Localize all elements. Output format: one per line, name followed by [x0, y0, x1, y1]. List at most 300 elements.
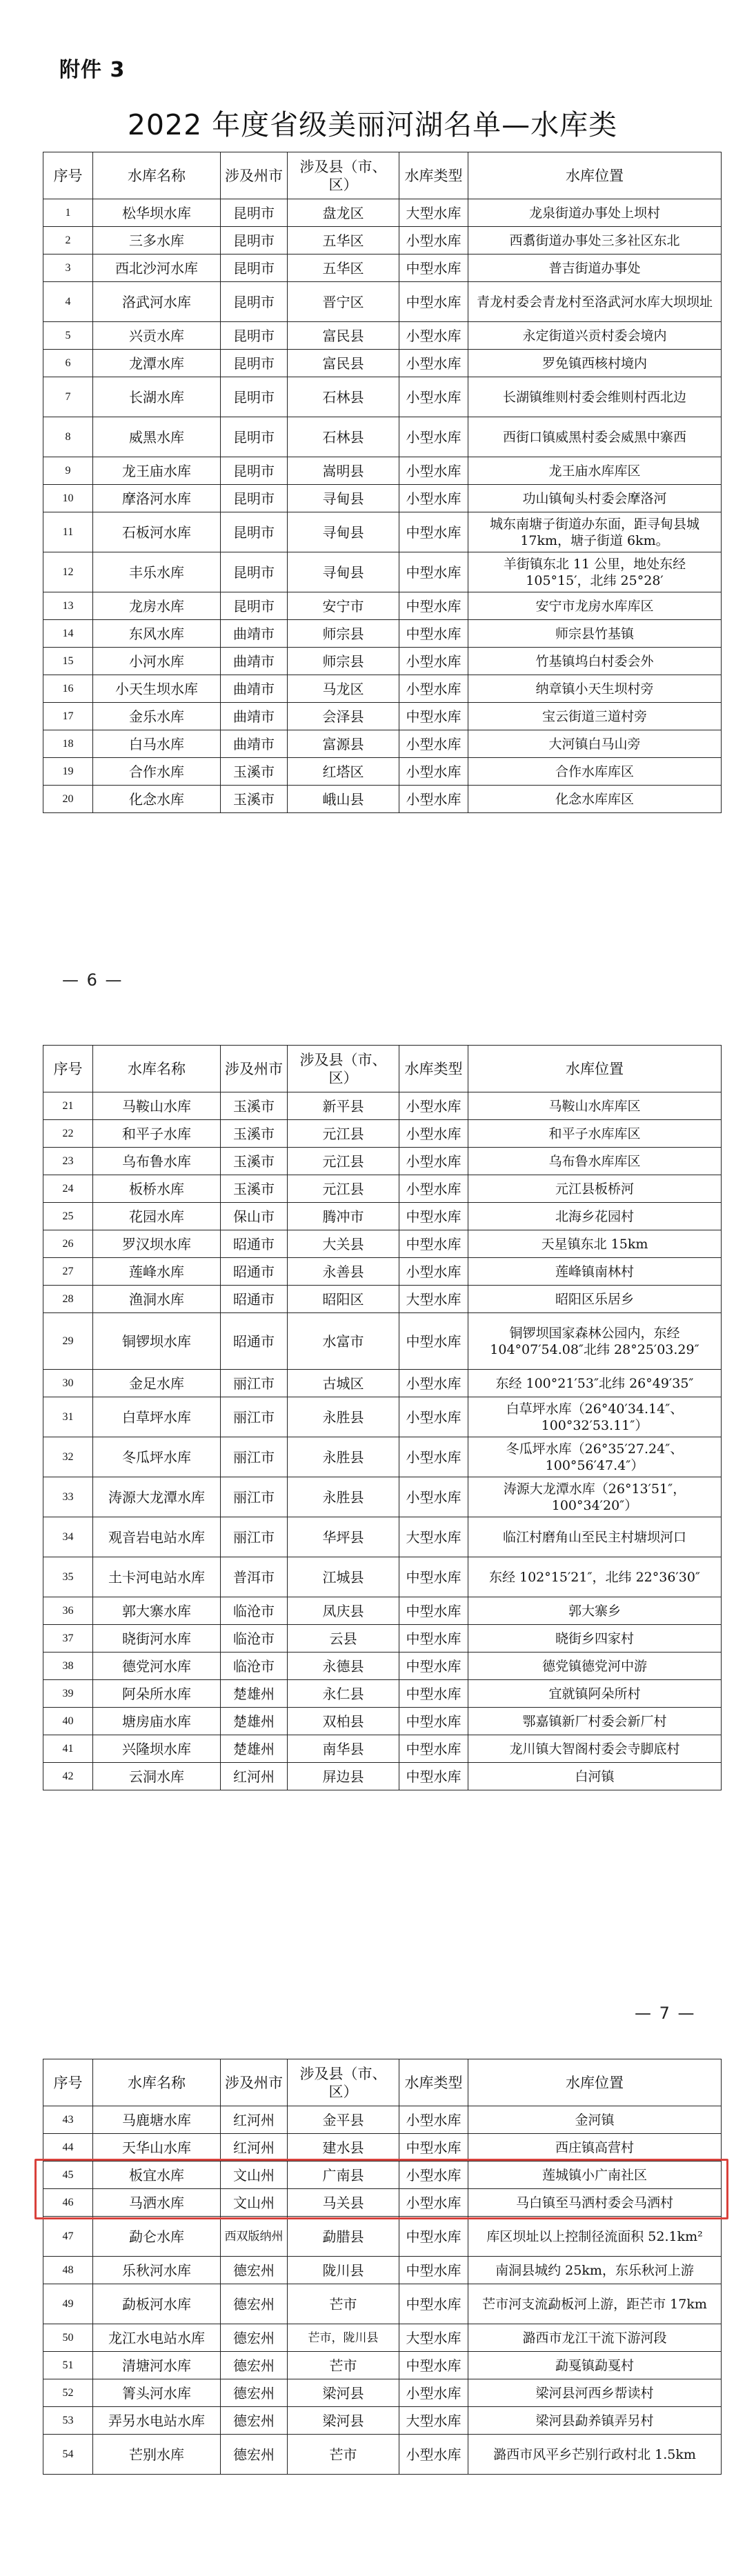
reservoir-table-page-6 [43, 152, 722, 813]
table-row [43, 322, 722, 350]
cell-location: 功山镇甸头村委会摩洛河 [468, 485, 722, 512]
cell-county: 红塔区 [288, 758, 399, 786]
cell-no: 7 [43, 377, 93, 417]
cell-location: 长湖镇维则村委会维则村西北边 [468, 377, 722, 417]
cell-city: 德宏州 [221, 2379, 288, 2407]
table-row [43, 1397, 722, 1437]
header-county: 涉及县（市、区） [288, 2059, 399, 2106]
cell-location: 化念水库库区 [468, 786, 722, 813]
cell-location: 潞西市风平乡芒别行政村北 1.5km [468, 2435, 722, 2475]
cell-location: 德党镇德党河中游 [468, 1653, 722, 1680]
cell-type: 小型水库 [399, 2379, 468, 2407]
cell-city: 楚雄州 [221, 1735, 288, 1763]
cell-city: 昆明市 [221, 322, 288, 350]
cell-type: 中型水库 [399, 1625, 468, 1653]
cell-type: 小型水库 [399, 1092, 468, 1120]
cell-location: 涛源大龙潭水库（26°13′51″，100°34′20″） [468, 1477, 722, 1517]
cell-no: 31 [43, 1397, 93, 1437]
table-row [43, 592, 722, 620]
cell-no: 25 [43, 1203, 93, 1230]
cell-no: 14 [43, 620, 93, 648]
cell-type: 小型水库 [399, 377, 468, 417]
cell-type: 小型水库 [399, 730, 468, 758]
cell-no: 37 [43, 1625, 93, 1653]
cell-county: 陇川县 [288, 2257, 399, 2284]
cell-county: 师宗县 [288, 648, 399, 675]
cell-location: 羊街镇东北 11 公里，地处东经 105°15′，北纬 25°28′ [468, 552, 722, 592]
cell-name: 长湖水库 [93, 377, 221, 417]
cell-location: 西翥街道办事处三多社区东北 [468, 227, 722, 254]
cell-county: 元江县 [288, 1175, 399, 1203]
cell-no: 40 [43, 1708, 93, 1735]
cell-county: 昭阳区 [288, 1286, 399, 1313]
cell-location: 梁河县勐养镇弄另村 [468, 2407, 722, 2435]
cell-type: 中型水库 [399, 254, 468, 282]
cell-name: 天华山水库 [93, 2134, 221, 2161]
cell-county: 安宁市 [288, 592, 399, 620]
cell-type: 小型水库 [399, 1397, 468, 1437]
cell-city: 曲靖市 [221, 703, 288, 730]
cell-location: 安宁市龙房水库库区 [468, 592, 722, 620]
cell-city: 普洱市 [221, 1557, 288, 1597]
cell-name: 渔洞水库 [93, 1286, 221, 1313]
cell-location: 西庄镇高营村 [468, 2134, 722, 2161]
cell-name: 洛武河水库 [93, 282, 221, 322]
cell-city: 曲靖市 [221, 730, 288, 758]
cell-county: 大关县 [288, 1230, 399, 1258]
cell-name: 土卡河电站水库 [93, 1557, 221, 1597]
cell-name: 小天生坝水库 [93, 675, 221, 703]
cell-city: 德宏州 [221, 2407, 288, 2435]
cell-county: 芒市 [288, 2435, 399, 2475]
cell-county: 凤庆县 [288, 1597, 399, 1625]
cell-name: 马洒水库 [93, 2189, 221, 2217]
cell-county: 师宗县 [288, 620, 399, 648]
cell-location: 青龙村委会青龙村至洛武河水库大坝坝址 [468, 282, 722, 322]
cell-county: 富民县 [288, 322, 399, 350]
cell-name: 德党河水库 [93, 1653, 221, 1680]
cell-type: 小型水库 [399, 1120, 468, 1148]
table-row [43, 1625, 722, 1653]
cell-city: 昭通市 [221, 1230, 288, 1258]
cell-county: 芒市 [288, 2284, 399, 2324]
cell-type: 中型水库 [399, 592, 468, 620]
cell-city: 昆明市 [221, 485, 288, 512]
cell-no: 53 [43, 2407, 93, 2435]
cell-county: 芒市，陇川县 [288, 2324, 399, 2352]
header-location: 水库位置 [468, 1046, 722, 1092]
cell-name: 乌布鲁水库 [93, 1148, 221, 1175]
cell-name: 兴贡水库 [93, 322, 221, 350]
table-row [43, 1517, 722, 1557]
cell-no: 5 [43, 322, 93, 350]
cell-county: 勐腊县 [288, 2217, 399, 2257]
cell-county: 永胜县 [288, 1477, 399, 1517]
cell-city: 丽江市 [221, 1437, 288, 1477]
cell-no: 51 [43, 2352, 93, 2379]
cell-type: 中型水库 [399, 1653, 468, 1680]
cell-type: 大型水库 [399, 2407, 468, 2435]
cell-name: 莲峰水库 [93, 1258, 221, 1286]
cell-no: 10 [43, 485, 93, 512]
cell-location: 合作水库库区 [468, 758, 722, 786]
cell-name: 龙王庙水库 [93, 457, 221, 485]
cell-no: 19 [43, 758, 93, 786]
table-row [43, 1477, 722, 1517]
table-row [43, 2257, 722, 2284]
table-row [43, 2106, 722, 2134]
cell-type: 大型水库 [399, 1517, 468, 1557]
cell-name: 云洞水库 [93, 1763, 221, 1790]
cell-county: 古城区 [288, 1370, 399, 1397]
cell-no: 18 [43, 730, 93, 758]
cell-type: 大型水库 [399, 1286, 468, 1313]
cell-name: 西北沙河水库 [93, 254, 221, 282]
cell-no: 42 [43, 1763, 93, 1790]
cell-name: 马鞍山水库 [93, 1092, 221, 1120]
cell-type: 小型水库 [399, 1477, 468, 1517]
cell-no: 15 [43, 648, 93, 675]
table-row [43, 758, 722, 786]
cell-county: 石林县 [288, 377, 399, 417]
cell-city: 玉溪市 [221, 1092, 288, 1120]
cell-no: 23 [43, 1148, 93, 1175]
cell-county: 嵩明县 [288, 457, 399, 485]
cell-name: 罗汉坝水库 [93, 1230, 221, 1258]
cell-county: 永仁县 [288, 1680, 399, 1708]
cell-type: 小型水库 [399, 675, 468, 703]
cell-name: 石板河水库 [93, 512, 221, 552]
table-row [43, 703, 722, 730]
cell-city: 丽江市 [221, 1477, 288, 1517]
cell-name: 观音岩电站水库 [93, 1517, 221, 1557]
header-county: 涉及县（市、区） [288, 1046, 399, 1092]
cell-no: 9 [43, 457, 93, 485]
cell-type: 小型水库 [399, 786, 468, 813]
cell-name: 花园水库 [93, 1203, 221, 1230]
cell-county: 梁河县 [288, 2407, 399, 2435]
cell-no: 29 [43, 1313, 93, 1370]
cell-type: 中型水库 [399, 1735, 468, 1763]
cell-city: 昆明市 [221, 350, 288, 377]
cell-location: 西街口镇威黑村委会威黑中寨西 [468, 417, 722, 457]
cell-no: 24 [43, 1175, 93, 1203]
cell-name: 阿朵所水库 [93, 1680, 221, 1708]
header-type: 水库类型 [399, 2059, 468, 2106]
cell-city: 玉溪市 [221, 1120, 288, 1148]
cell-county: 五华区 [288, 254, 399, 282]
cell-city: 德宏州 [221, 2257, 288, 2284]
cell-name: 龙江水电站水库 [93, 2324, 221, 2352]
cell-county: 马关县 [288, 2189, 399, 2217]
cell-no: 27 [43, 1258, 93, 1286]
table-row [43, 1175, 722, 1203]
cell-county: 富源县 [288, 730, 399, 758]
cell-type: 小型水库 [399, 648, 468, 675]
cell-location: 南洞县城约 25km，东乐秋河上游 [468, 2257, 722, 2284]
cell-county: 芒市 [288, 2352, 399, 2379]
cell-city: 临沧市 [221, 1597, 288, 1625]
table-row [43, 2324, 722, 2352]
cell-city: 德宏州 [221, 2435, 288, 2475]
cell-location: 竹基镇坞白村委会外 [468, 648, 722, 675]
table-row [43, 1286, 722, 1313]
cell-name: 丰乐水库 [93, 552, 221, 592]
cell-city: 保山市 [221, 1203, 288, 1230]
cell-no: 49 [43, 2284, 93, 2324]
cell-county: 金平县 [288, 2106, 399, 2134]
cell-type: 中型水库 [399, 2352, 468, 2379]
table-row [43, 2284, 722, 2324]
cell-no: 38 [43, 1653, 93, 1680]
cell-location: 大河镇白马山旁 [468, 730, 722, 758]
cell-no: 45 [43, 2161, 93, 2189]
cell-name: 塘房庙水库 [93, 1708, 221, 1735]
cell-city: 曲靖市 [221, 675, 288, 703]
table-row [43, 377, 722, 417]
table-row [43, 1735, 722, 1763]
cell-type: 中型水库 [399, 1597, 468, 1625]
cell-location: 金河镇 [468, 2106, 722, 2134]
cell-location: 白河镇 [468, 1763, 722, 1790]
cell-type: 中型水库 [399, 1203, 468, 1230]
cell-type: 小型水库 [399, 1437, 468, 1477]
header-county: 涉及县（市、区） [288, 152, 399, 199]
cell-location: 和平子水库库区 [468, 1120, 722, 1148]
cell-type: 小型水库 [399, 1370, 468, 1397]
cell-no: 44 [43, 2134, 93, 2161]
table-row [43, 2352, 722, 2379]
cell-type: 小型水库 [399, 1175, 468, 1203]
table-row [43, 1230, 722, 1258]
cell-city: 玉溪市 [221, 786, 288, 813]
table-row [43, 1203, 722, 1230]
cell-no: 50 [43, 2324, 93, 2352]
cell-no: 39 [43, 1680, 93, 1708]
cell-name: 化念水库 [93, 786, 221, 813]
cell-city: 丽江市 [221, 1370, 288, 1397]
cell-county: 华坪县 [288, 1517, 399, 1557]
cell-type: 中型水库 [399, 282, 468, 322]
cell-no: 30 [43, 1370, 93, 1397]
cell-name: 白草坪水库 [93, 1397, 221, 1437]
cell-no: 26 [43, 1230, 93, 1258]
cell-city: 昆明市 [221, 282, 288, 322]
cell-county: 元江县 [288, 1120, 399, 1148]
cell-location: 晓街乡四家村 [468, 1625, 722, 1653]
cell-no: 11 [43, 512, 93, 552]
table-row [43, 1092, 722, 1120]
cell-type: 中型水库 [399, 552, 468, 592]
cell-location: 冬瓜坪水库（26°35′27.24″、100°56′47.4″） [468, 1437, 722, 1477]
cell-city: 德宏州 [221, 2284, 288, 2324]
cell-city: 昆明市 [221, 254, 288, 282]
cell-name: 铜锣坝水库 [93, 1313, 221, 1370]
page-title: 2022 年度省级美丽河湖名单—水库类 [127, 108, 618, 141]
cell-county: 广南县 [288, 2161, 399, 2189]
cell-location: 宜就镇阿朵所村 [468, 1680, 722, 1708]
cell-name: 冬瓜坪水库 [93, 1437, 221, 1477]
cell-city: 文山州 [221, 2189, 288, 2217]
table-row [43, 1653, 722, 1680]
table-row [43, 1597, 722, 1625]
cell-no: 6 [43, 350, 93, 377]
cell-no: 43 [43, 2106, 93, 2134]
cell-name: 箐头河水库 [93, 2379, 221, 2407]
cell-county: 寻甸县 [288, 512, 399, 552]
cell-type: 大型水库 [399, 199, 468, 227]
table-row [43, 2217, 722, 2257]
cell-no: 17 [43, 703, 93, 730]
table-row [43, 512, 722, 552]
cell-type: 中型水库 [399, 2257, 468, 2284]
cell-name: 晓街河水库 [93, 1625, 221, 1653]
cell-type: 中型水库 [399, 2217, 468, 2257]
table-row [43, 786, 722, 813]
cell-county: 永德县 [288, 1653, 399, 1680]
cell-city: 文山州 [221, 2161, 288, 2189]
cell-no: 4 [43, 282, 93, 322]
cell-county: 会泽县 [288, 703, 399, 730]
header-city: 涉及州市 [221, 152, 288, 199]
cell-location: 白草坪水库（26°40′34.14″、100°32′53.11″） [468, 1397, 722, 1437]
cell-location: 马鞍山水库库区 [468, 1092, 722, 1120]
table-row [43, 730, 722, 758]
cell-county: 元江县 [288, 1148, 399, 1175]
cell-county: 双柏县 [288, 1708, 399, 1735]
header-city: 涉及州市 [221, 2059, 288, 2106]
cell-city: 楚雄州 [221, 1708, 288, 1735]
cell-county: 云县 [288, 1625, 399, 1653]
cell-name: 兴隆坝水库 [93, 1735, 221, 1763]
cell-location: 莲峰镇南林村 [468, 1258, 722, 1286]
cell-location: 宝云街道三道村旁 [468, 703, 722, 730]
cell-name: 龙房水库 [93, 592, 221, 620]
cell-type: 中型水库 [399, 1230, 468, 1258]
cell-name: 摩洛河水库 [93, 485, 221, 512]
table-row [43, 552, 722, 592]
header-no: 序号 [43, 152, 93, 199]
cell-city: 楚雄州 [221, 1680, 288, 1708]
cell-county: 永善县 [288, 1258, 399, 1286]
cell-name: 白马水库 [93, 730, 221, 758]
cell-county: 新平县 [288, 1092, 399, 1120]
page-number: — 6 — [62, 970, 123, 990]
table-row [43, 417, 722, 457]
cell-location: 勐戛镇勐戛村 [468, 2352, 722, 2379]
header-type: 水库类型 [399, 152, 468, 199]
cell-no: 12 [43, 552, 93, 592]
cell-location: 昭阳区乐居乡 [468, 1286, 722, 1313]
cell-county: 寻甸县 [288, 485, 399, 512]
table-row [43, 675, 722, 703]
cell-no: 48 [43, 2257, 93, 2284]
header-name: 水库名称 [93, 1046, 221, 1092]
cell-city: 玉溪市 [221, 1148, 288, 1175]
table-row [43, 2379, 722, 2407]
table-row [43, 1708, 722, 1735]
cell-city: 丽江市 [221, 1397, 288, 1437]
cell-no: 8 [43, 417, 93, 457]
cell-location: 临江村磨角山至民主村塘坝河口 [468, 1517, 722, 1557]
table-row [43, 620, 722, 648]
cell-no: 36 [43, 1597, 93, 1625]
cell-name: 小河水库 [93, 648, 221, 675]
table-row [43, 457, 722, 485]
cell-name: 勐板河水库 [93, 2284, 221, 2324]
cell-type: 中型水库 [399, 1680, 468, 1708]
cell-name: 乐秋河水库 [93, 2257, 221, 2284]
cell-type: 小型水库 [399, 2435, 468, 2475]
table-row [43, 199, 722, 227]
cell-city: 昭通市 [221, 1286, 288, 1313]
cell-name: 清塘河水库 [93, 2352, 221, 2379]
cell-no: 22 [43, 1120, 93, 1148]
cell-type: 中型水库 [399, 2134, 468, 2161]
cell-county: 梁河县 [288, 2379, 399, 2407]
cell-county: 寻甸县 [288, 552, 399, 592]
cell-no: 34 [43, 1517, 93, 1557]
cell-name: 金足水库 [93, 1370, 221, 1397]
cell-location: 东经 102°15′21″，北纬 22°36′30″ [468, 1557, 722, 1597]
cell-type: 小型水库 [399, 322, 468, 350]
cell-no: 33 [43, 1477, 93, 1517]
cell-type: 小型水库 [399, 2106, 468, 2134]
cell-city: 昆明市 [221, 457, 288, 485]
header-location: 水库位置 [468, 2059, 722, 2106]
cell-county: 屏边县 [288, 1763, 399, 1790]
cell-name: 威黑水库 [93, 417, 221, 457]
cell-name: 马鹿塘水库 [93, 2106, 221, 2134]
cell-city: 玉溪市 [221, 1175, 288, 1203]
cell-location: 潞西市龙江干流下游河段 [468, 2324, 722, 2352]
header-no: 序号 [43, 1046, 93, 1092]
table-row [43, 648, 722, 675]
cell-city: 昆明市 [221, 377, 288, 417]
cell-name: 芒别水库 [93, 2435, 221, 2475]
cell-city: 德宏州 [221, 2352, 288, 2379]
table-row [43, 350, 722, 377]
cell-city: 临沧市 [221, 1625, 288, 1653]
cell-county: 南华县 [288, 1735, 399, 1763]
cell-location: 普吉街道办事处 [468, 254, 722, 282]
attachment-label: 附件 3 [59, 58, 126, 82]
table-row [43, 1148, 722, 1175]
cell-type: 中型水库 [399, 1708, 468, 1735]
cell-type: 中型水库 [399, 512, 468, 552]
cell-no: 21 [43, 1092, 93, 1120]
cell-type: 小型水库 [399, 350, 468, 377]
cell-no: 54 [43, 2435, 93, 2475]
cell-location: 莲城镇小广南社区 [468, 2161, 722, 2189]
cell-city: 临沧市 [221, 1653, 288, 1680]
cell-no: 20 [43, 786, 93, 813]
cell-name: 板桥水库 [93, 1175, 221, 1203]
cell-name: 郭大寨水库 [93, 1597, 221, 1625]
cell-county: 峨山县 [288, 786, 399, 813]
cell-no: 28 [43, 1286, 93, 1313]
table-row [43, 282, 722, 322]
cell-city: 昆明市 [221, 512, 288, 552]
cell-location: 库区坝址以上控制径流面积 52.1km² [468, 2217, 722, 2257]
cell-no: 35 [43, 1557, 93, 1597]
cell-location: 龙王庙水库库区 [468, 457, 722, 485]
table-row [43, 1313, 722, 1370]
cell-type: 小型水库 [399, 485, 468, 512]
table-row [43, 1680, 722, 1708]
cell-location: 铜锣坝国家森林公园内，东经 104°07′54.08″北纬 28°25′03.29″ [468, 1313, 722, 1370]
cell-type: 小型水库 [399, 1148, 468, 1175]
